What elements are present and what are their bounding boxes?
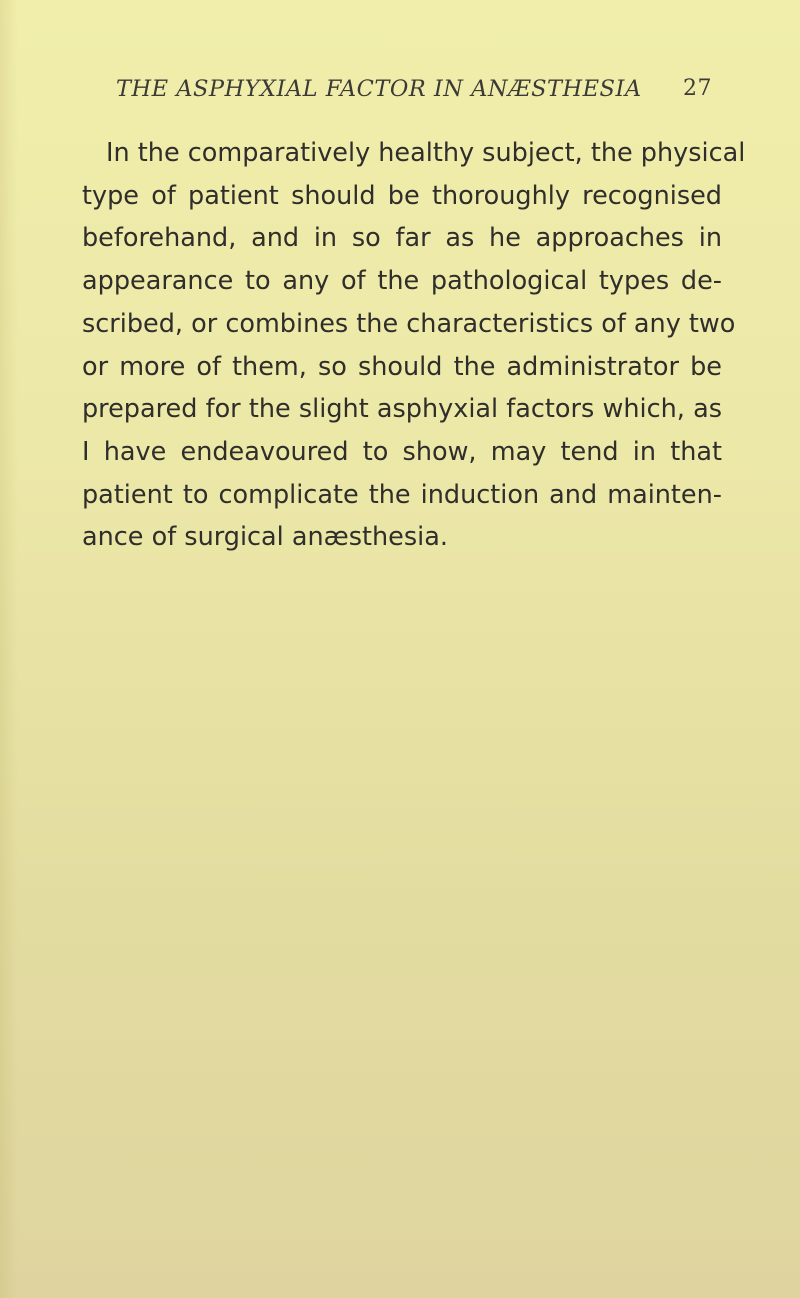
running-head bbox=[116, 76, 712, 110]
text-line: beforehand, and in so far as he approaches in bbox=[82, 223, 722, 254]
body-paragraph bbox=[82, 132, 746, 559]
text-line: prepared for the slight asphyxial factors which, as bbox=[82, 394, 722, 425]
text-line: type of patient should be thoroughly recognised bbox=[82, 180, 722, 211]
text-line: appearance to any of the pathological types de- bbox=[82, 266, 722, 297]
running-title: THE ASPHYXIAL FACTOR IN ANÆSTHESIA bbox=[116, 76, 642, 102]
text-line: or more of them, so should the administrator be bbox=[82, 351, 722, 382]
text-line: patient to complicate the induction and mainten- bbox=[82, 479, 722, 510]
page-number: 27 bbox=[683, 76, 712, 101]
text-line: I have endeavoured to show, may tend in that bbox=[82, 436, 722, 467]
text-line: In the comparatively healthy subject, the physical bbox=[106, 138, 746, 168]
text-line: scribed, or combines the characteristics of any two bbox=[82, 308, 736, 339]
page-edge-shading bbox=[0, 0, 18, 1298]
text-line: ance of surgical anæsthesia. bbox=[82, 522, 448, 553]
